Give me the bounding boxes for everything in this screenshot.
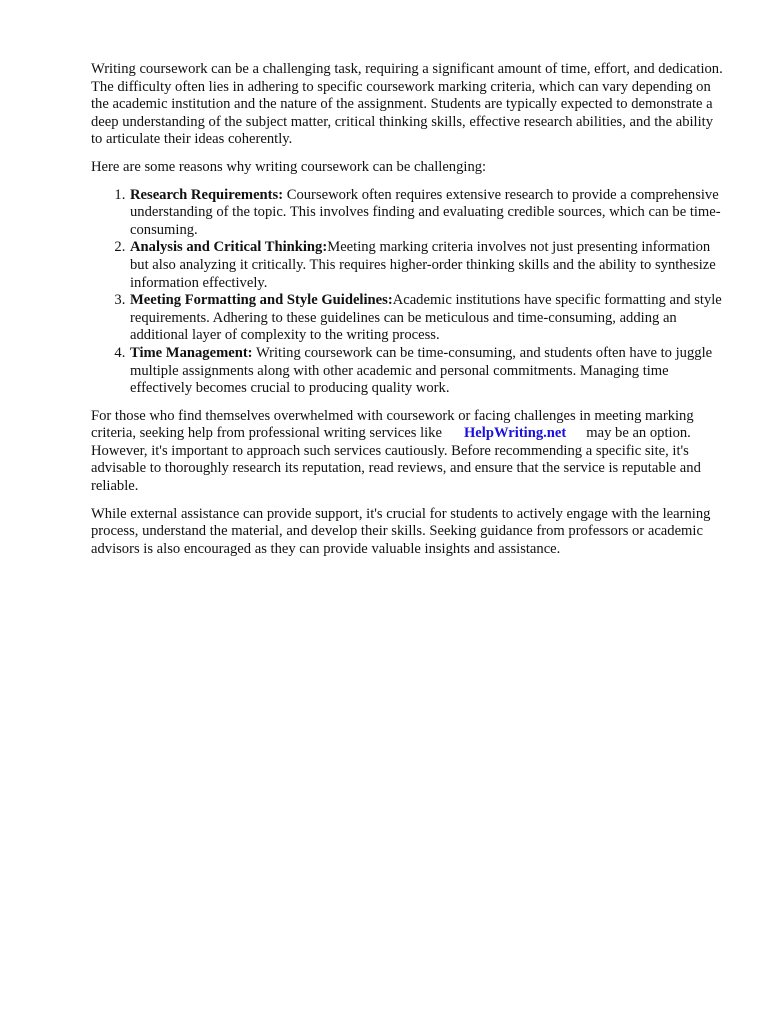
helpwriting-link[interactable]: HelpWriting.net	[463, 425, 567, 442]
list-lead-paragraph: Here are some reasons why writing coursework can be challenging:	[91, 158, 487, 175]
intro-paragraph: Writing coursework can be a challenging task, requiring a significant amount of time, effort, and dedication. The difficulty often lies in adhering to specific coursework marking criteria, which can vary depending on the academic institution and the nature of the assignment. Students are typically expected to demonstrate a deep understanding of the subject matter, critical thinking skills, effective research abilities, and the ability to articulate their ideas coherently.	[91, 61, 723, 148]
list-item	[129, 292, 723, 345]
reason-title: Meeting Formatting and Style Guidelines:	[130, 292, 393, 309]
list-item	[129, 239, 723, 292]
reason-text: Coursework often requires extensive research to provide a comprehensive understanding of the topic. This involves finding and evaluating credible sources, which can be time-consuming.	[130, 186, 721, 238]
reasons-list	[91, 187, 723, 398]
reason-text: Writing coursework can be time-consuming, and students often have to juggle multiple assignments along with other academic and personal commitments. Managing time effectively becomes crucial to producing quality work.	[130, 344, 713, 397]
reason-title: Research Requirements:	[130, 186, 284, 203]
list-item	[129, 345, 723, 398]
document-body	[91, 61, 723, 568]
reason-text: Academic institutions have specific formatting and style requirements. Adhering to these guidelines can be meticulous and time-consuming, adding an additional layer of complexity to the writing process.	[130, 292, 722, 344]
closing-paragraph: While external assistance can provide support, it's crucial for students to actively engage with the learning process, understand the material, and develop their skills. Seeking guidance from professors or academic advisors is also encouraged as they can provide valuable insights and assistance.	[91, 505, 711, 557]
reason-title: Time Management:	[130, 344, 253, 361]
help-text-before: For those who find themselves overwhelmed with coursework or facing challenges in meeting marking criteria, seeking help from professional writing services like	[91, 407, 694, 442]
reason-title: Analysis and Critical Thinking:	[130, 239, 328, 256]
help-text-after: may be an option. However, it's important to approach such services cautiously. Before recommending a specific site, it's advisable to thoroughly research its reputation, read reviews, and ensure that the service is reputable and reliable.	[91, 425, 701, 495]
reason-text: Meeting marking criteria involves not just presenting information but also analyzing it critically. This requires higher-order thinking skills and the ability to synthesize information effectively.	[130, 239, 716, 291]
list-item	[129, 187, 723, 240]
help-paragraph	[91, 408, 723, 496]
